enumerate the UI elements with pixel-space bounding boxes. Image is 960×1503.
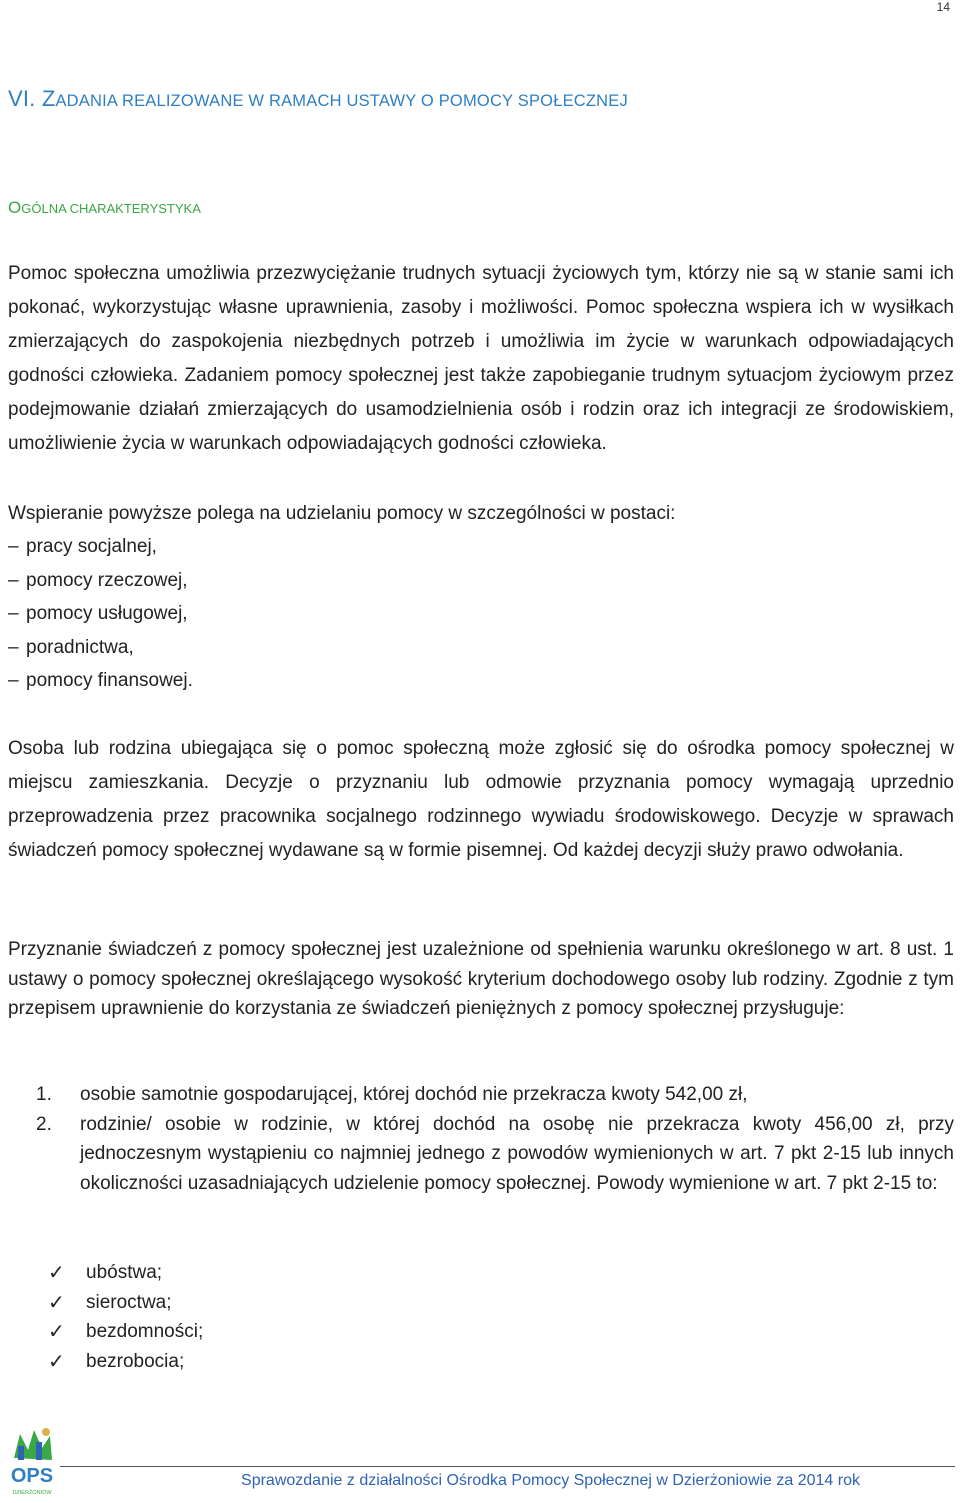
entitlements-list: [36, 1080, 954, 1198]
list-item: ‒ pomocy usługowej,: [8, 597, 193, 631]
list-item: [48, 1288, 203, 1318]
application-paragraph: Osoba lub rodzina ubiegająca się o pomoc społeczną może zgłosić się do ośrodka pomocy społecznej w miejscu zamieszkania. Decyzje o przyznaniu lub odmowie przyznania pomocy wymagają uprzednio przeprowadzenia przez pracownika socjalnego rodzinnego wywiadu środowiskowego. Decyzje w sprawach świadczeń pomocy społecznej wydawane są w formie pisemnej. Od każdej decyzji służy prawo odwołania.: [8, 738, 954, 861]
list-text: bezdomności;: [86, 1321, 204, 1342]
list-item: ‒ pracy socjalnej,: [8, 530, 193, 564]
page-number: 14: [936, 0, 950, 14]
entitlement-paragraph: Przyznanie świadczeń z pomocy społecznej jest uzależnione od spełnienia warunku określonego w art. 8 ust. 1 ustawy o pomocy społecznej określającego wysokość kryterium dochodowego osoby lub rodziny. Zgodnie z tym przepisem uprawnienie do korzystania ze świadczeń pieniężnych z pomocy społecznej przysługuje:: [8, 939, 954, 1019]
checkmark-icon: ✓: [48, 1348, 65, 1373]
support-intro: Wspieranie powyższe polega na udzielaniu pomocy w szczególności w postaci:: [8, 503, 676, 524]
list-item: [48, 1317, 203, 1347]
list-text: ubóstwa;: [86, 1262, 163, 1283]
checkmark-icon: ✓: [48, 1319, 65, 1343]
list-text: rodzinie/ osobie w rodzinie, w której dochód na osobę nie przekracza kwoty 456,00 zł, przy jednoczesnym wystąpieniu co najmniej jednego z powodów wymienionych w art. 7 pkt 2-15 lub innych okoliczności uzasadniających udzielenie pomocy społecznej. Powody wymienione w art. 7 pkt 2-15 to:: [80, 1113, 954, 1194]
section-heading: [8, 198, 201, 218]
list-item: [48, 1347, 203, 1377]
list-text: bezrobocia;: [86, 1350, 185, 1372]
list-text: osobie samotnie gospodarującej, której dochód nie przekracza kwoty 542,00 zł,: [80, 1084, 748, 1105]
section-title: GÓLNA CHARAKTERYSTYKA: [21, 201, 201, 216]
list-text: sieroctwa;: [86, 1291, 172, 1313]
list-item: [48, 1258, 203, 1288]
support-forms-list: [8, 530, 193, 698]
checkmark-icon: ✓: [48, 1260, 65, 1284]
intro-paragraph: Pomoc społeczna umożliwia przezwyciężanie trudnych sytuacji życiowych tym, którzy nie są w stanie sami ich pokonać, wykorzystując własne uprawnienia, zasoby i możliwości. Pomoc społeczna wspiera ich w wysiłkach zmierzających do zaspokojenia niezbędnych potrzeb i umożliwia im życie w warunkach odpowiadających godności człowieka. Zadaniem pomocy społecznej jest także zapobieganie trudnym sytuacjom życiowym przez podejmowanie działań zmierzających do usamodzielnienia osób i rodzin oraz ich integracji ze środowiskiem, umożliwienie życia w warunkach odpowiadających godności człowieka.: [8, 263, 954, 454]
ops-logo: [6, 1420, 58, 1500]
list-number: 2.: [36, 1113, 52, 1135]
footer-divider: [60, 1466, 955, 1467]
list-item: [36, 1110, 954, 1199]
reasons-list: [48, 1258, 203, 1376]
list-item: ‒ pomocy rzeczowej,: [8, 564, 193, 598]
chapter-initial: Z: [41, 86, 56, 111]
list-item: [36, 1080, 954, 1110]
list-number: 1.: [36, 1084, 52, 1105]
chapter-title: ADANIA REALIZOWANE W RAMACH USTAWY O POMOCY SPOŁECZNEJ: [55, 92, 628, 110]
footer-title: Sprawozdanie z działalności Ośrodka Pomocy Społecznej w Dzierżoniowie za 2014 rok: [241, 1472, 860, 1489]
chapter-heading: [8, 86, 628, 112]
checkmark-icon: ✓: [48, 1289, 65, 1314]
logo-text: OPS: [10, 1465, 54, 1487]
list-item: ‒ poradnictwa,: [8, 631, 193, 665]
section-initial: O: [8, 198, 22, 217]
chapter-numeral: VI.: [8, 86, 36, 111]
list-item: ‒ pomocy finansowej.: [8, 664, 193, 698]
logo-subtext: DZIERŻONIÓW: [12, 1490, 52, 1496]
